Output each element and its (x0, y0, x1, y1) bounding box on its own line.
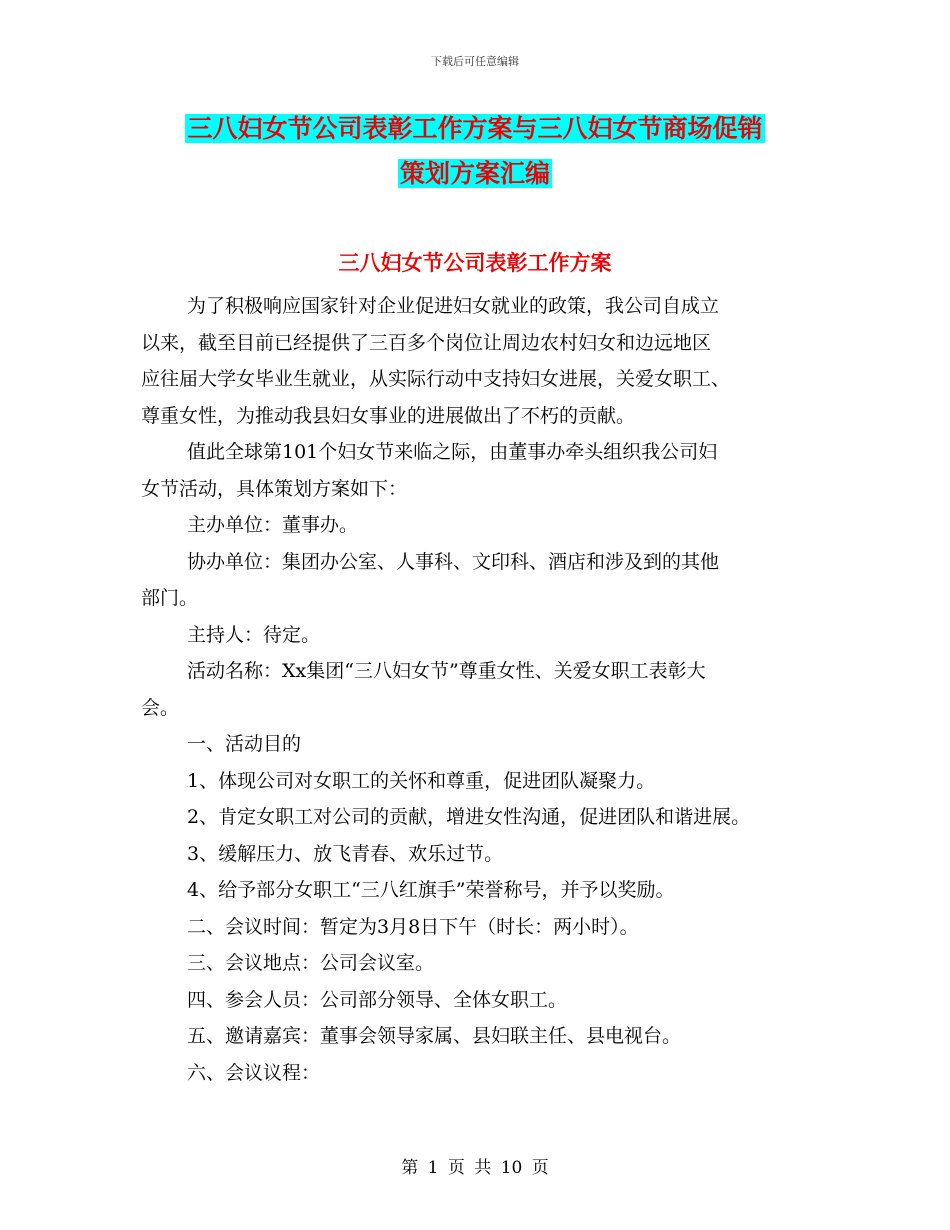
paragraph-line: 六、会议议程： (187, 1061, 321, 1084)
paragraph-line: 四、参会人员：公司部分领导、全体女职工。 (187, 988, 568, 1011)
document-title-line-2: 策划方案汇编 (399, 159, 550, 188)
paragraph-line: 一、活动目的 (187, 733, 302, 755)
paragraph-line: 主办单位：董事办。 (187, 514, 359, 536)
paragraph-line: 三、会议地点：公司会议室。 (187, 952, 435, 974)
paragraph-line: 尊重女性，为推动我县妇女事业的进展做出了不朽的贡献。 (141, 404, 636, 427)
section-title: 三八妇女节公司表彰工作方案 (338, 250, 612, 275)
header-note: 下载后可任意编辑 (431, 55, 519, 68)
paragraph-line: 女节活动，具体策划方案如下： (141, 477, 408, 500)
paragraph-line: 为了积极响应国家针对企业促进妇女就业的政策，我公司自成立 (187, 295, 720, 317)
page-footer: 第 1 页 共 10 页 (401, 1158, 549, 1178)
paragraph-line: 会。 (141, 696, 180, 719)
document-title-line-1: 三八妇女节公司表彰工作方案与三八妇女节商场促销 (187, 114, 763, 143)
document-body (141, 288, 821, 1091)
paragraph-line: 主持人：待定。 (187, 623, 321, 646)
paragraph-line: 2、肯定女职工对公司的贡献，增进女性沟通，促进团队和谐进展。 (187, 806, 751, 828)
paragraph-line: 应往届大学女毕业生就业，从实际行动中支持妇女进展，关爱女职工、 (141, 368, 731, 390)
paragraph-line: 值此全球第101个妇女节来临之际，由董事办牵头组织我公司妇 (187, 441, 718, 463)
paragraph-line: 部门。 (141, 587, 199, 609)
paragraph-line: 3、缓解压力、放飞青春、欢乐过节。 (187, 842, 504, 865)
paragraph-line: 五、邀请嘉宾：董事会领导家属、县妇联主任、县电视台。 (187, 1025, 682, 1047)
paragraph-line: 活动名称：Xx集团“三八妇女节”尊重女性、关爱女职工表彰大 (187, 660, 706, 682)
paragraph-line: 协办单位：集团办公室、人事科、文印科、酒店和涉及到的其他 (187, 550, 720, 573)
paragraph-line: 1、体现公司对女职工的关怀和尊重，促进团队凝聚力。 (187, 769, 656, 792)
paragraph-line: 以来，截至目前已经提供了三百多个岗位让周边农村妇女和边远地区 (141, 331, 712, 354)
paragraph-line: 4、给予部分女职工“三八红旗手”荣誉称号，并予以奖励。 (187, 879, 675, 901)
paragraph-line: 二、会议时间：暂定为3月8日下午（时长：两小时）。 (187, 915, 639, 938)
